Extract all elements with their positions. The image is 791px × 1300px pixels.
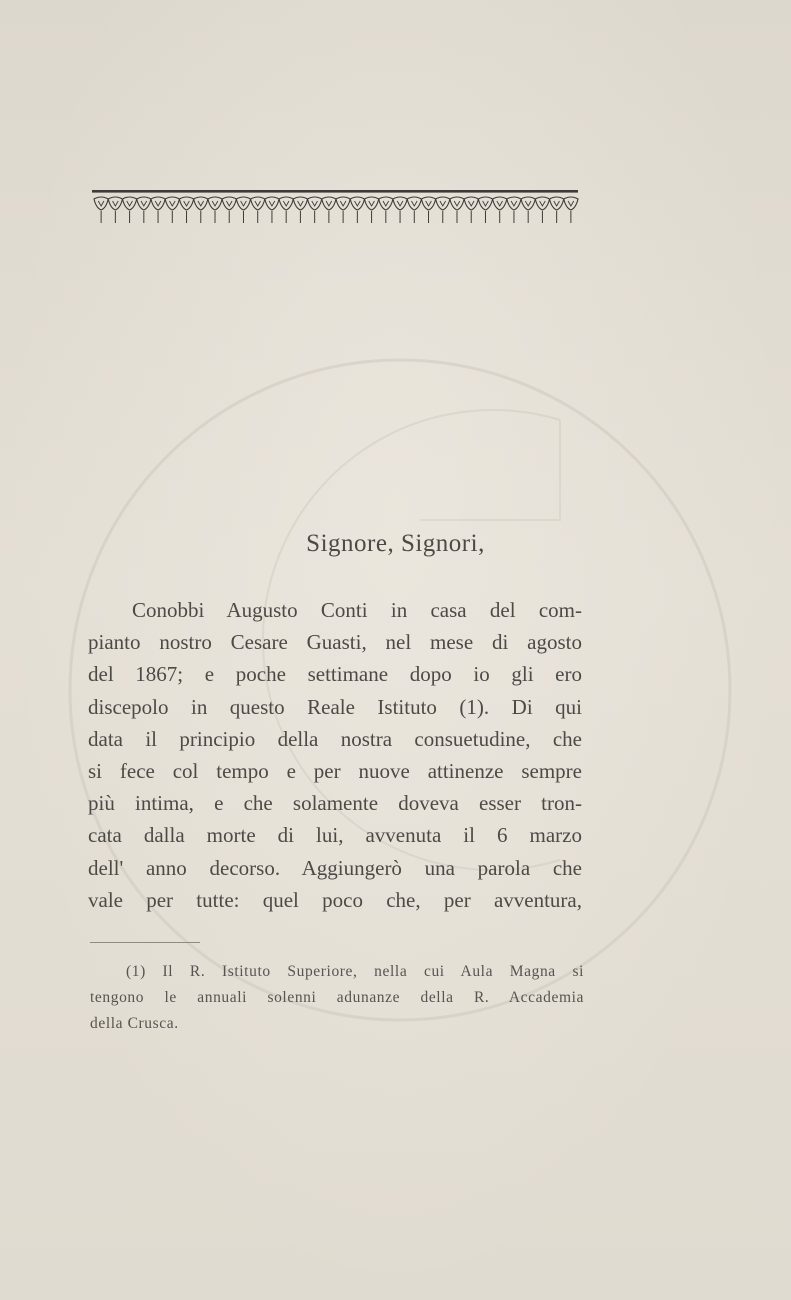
text-line: pianto nostro Cesare Guasti, nel mese di agosto [88, 630, 582, 655]
ornament-loop [436, 197, 450, 223]
text-line: dell' anno decorso. Aggiungerò una parola che [88, 855, 582, 880]
ornament-loop [550, 197, 564, 223]
text-line: Conobbi Augusto Conti in casa del com- [132, 598, 582, 622]
ornament-loop [521, 197, 535, 223]
header-ornament [90, 186, 580, 234]
ornament-loop [478, 197, 492, 223]
ornament-loop [407, 197, 421, 223]
footnote-divider [90, 942, 200, 943]
ornament-loop [464, 197, 478, 223]
text-line: si fece col tempo e per nuove attinenze sempre [88, 759, 582, 784]
ornament-loop [222, 197, 236, 223]
text-line: del 1867; e poche settimane dopo io gli ero [88, 662, 582, 687]
ornament-loop [94, 197, 108, 223]
ornament-loop [265, 197, 279, 223]
footnote [90, 959, 584, 1037]
ornament-loop [336, 197, 350, 223]
ornament-loop [421, 197, 435, 223]
ornament-loop [364, 197, 378, 223]
ornament-loop [208, 197, 222, 223]
ornament-loop [151, 197, 165, 223]
ornament-loop [251, 197, 265, 223]
text-line: vale per tutte: quel poco che, per avventura, [88, 887, 582, 912]
ornament-loop [379, 197, 393, 223]
ornament-loop [179, 197, 193, 223]
text-line: più intima, e che solamente doveva esser tron- [88, 791, 582, 816]
ornament-loop [279, 197, 293, 223]
text-line: discepolo in questo Reale Istituto (1). Di qui [88, 694, 582, 719]
ornament-rule [92, 190, 578, 193]
ornament-loop [322, 197, 336, 223]
body-paragraph [88, 594, 582, 916]
footnote-line: tengono le annuali solenni adunanze della R. Accademia [90, 989, 584, 1006]
ornament-loop [108, 197, 122, 223]
ornament-loop [450, 197, 464, 223]
ornament-loop [137, 197, 151, 223]
ornament-loop [564, 197, 578, 223]
ornament-loop [122, 197, 136, 223]
ornament-loop [293, 197, 307, 223]
ornament-loop [350, 197, 364, 223]
footnote-line: (1) Il R. Istituto Superiore, nella cui Aula Magna si [126, 963, 584, 980]
ornament-loop [393, 197, 407, 223]
ornament-loop [165, 197, 179, 223]
text-line: cata dalla morte di lui, avvenuta il 6 marzo [88, 823, 582, 848]
ornament-loop [308, 197, 322, 223]
ornament-loop [535, 197, 549, 223]
footnote-line: della Crusca. [90, 1015, 179, 1032]
salutation: Signore, Signori, [306, 530, 485, 557]
ornament-loop [493, 197, 507, 223]
ornament-loop [194, 197, 208, 223]
ornament-loop [507, 197, 521, 223]
text-line: data il principio della nostra consuetudine, che [88, 726, 582, 751]
ornament-loop [236, 197, 250, 223]
